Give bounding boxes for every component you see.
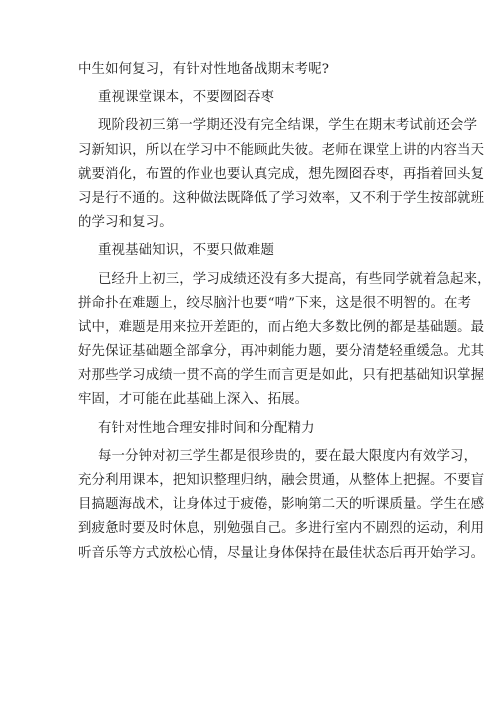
paragraph-line: 每一分钟对初三学生都是很珍贵的，要在最大限度内有效学习，: [98, 448, 478, 464]
paragraph-line: 现阶段初三第一学期还没有完全结课，学生在期末考试前还会学: [98, 118, 478, 134]
paragraph-line: 牢固，才可能在此基础上深入、拓展。: [78, 392, 309, 408]
paragraph-line: 的学习和复习。: [78, 215, 173, 231]
intro-line: 中生如何复习，有针对性地备战期末考呢?: [78, 62, 330, 77]
paragraph-line: 充分利用课本，把知识整理归纳，融会贯通，从整体上把握。不要盲: [78, 473, 485, 488]
section-heading: 有针对性地合理安排时间和分配精力: [98, 420, 315, 436]
paragraph-line: 习新知识，所以在学习中不能顾此失彼。老师在课堂上讲的内容当天: [78, 142, 485, 158]
paragraph-line: 目搞题海战术，让身体过于疲倦，影响第二天的听课质量。学生在感: [78, 497, 485, 513]
section-heading: 重视基础知识，不要只做难题: [98, 243, 275, 259]
paragraph-line: 好先保证基础题全部拿分，再冲刺能力题，要分清楚轻重缓急。尤其: [78, 344, 485, 360]
paragraph-line: 到疲惫时要及时休息，别勉强自己。多进行室内不剧烈的运动，利用: [78, 521, 485, 537]
paragraph-line: 已经升上初三，学习成绩还没有多大提高，有些同学就着急起来，: [98, 271, 491, 287]
section-heading: 重视课堂课本，不要囫囵吞枣: [98, 90, 275, 106]
paragraph-line: 试中，难题是用来拉开差距的，而占绝大多数比例的都是基础题。最: [78, 319, 485, 335]
paragraph-line: 拼命扑在难题上，绞尽脑汁也要“啃”下来，这是很不明智的。在考: [78, 295, 472, 311]
paragraph-line: 习是行不通的。这种做法既降低了学习效率，又不利于学生按部就班: [78, 190, 485, 206]
document-page: [78, 58, 491, 566]
paragraph-line: 听音乐等方式放松心情，尽量让身体保持在最佳状态后再开始学习。: [78, 545, 485, 561]
paragraph-line: 就要消化，布置的作业也要认真完成，想先囫囵吞枣，再指着回头复: [78, 166, 485, 182]
paragraph-line: 对那些学习成绩一贯不高的学生而言更是如此，只有把基础知识掌握: [78, 368, 485, 384]
